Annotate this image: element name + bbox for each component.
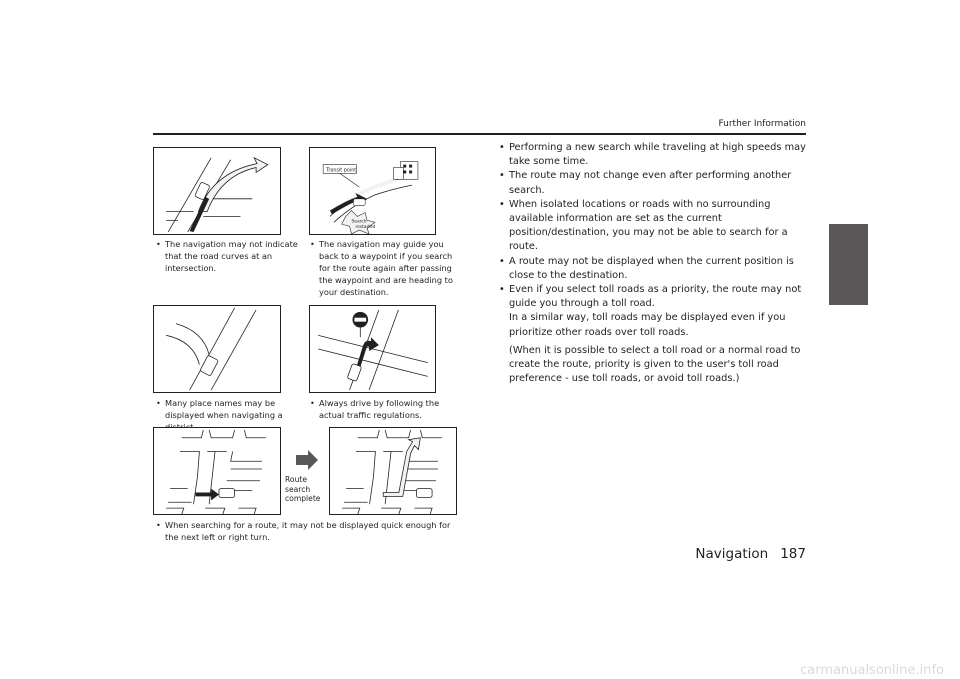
car-icon [347,363,362,381]
figure-waypoint [309,147,436,235]
bullet: • [499,198,505,210]
note-item [499,255,811,283]
waypoint-label: Transit point [326,167,357,174]
note-item [499,169,811,197]
caption-text: Many place names may be displayed when navigating a [165,398,283,420]
route-search-complete-label [285,475,320,504]
note-text: Performing a new search while traveling at high speeds may take some time. [509,142,806,168]
car-icon [219,489,235,498]
note-item [499,283,811,340]
car-icon [416,489,432,498]
bullet: • [156,398,161,408]
route-label-line: Route [285,475,308,484]
caption-waypoint [310,238,465,298]
note-item [499,198,811,255]
caption-text: The navigation may not indicate that the road curves at an intersection. [165,239,298,273]
caption-text: The navigation may guide you back to a waypoint if you search for the route again after passing the waypoint and are heading to your destination. [319,239,453,297]
car-icon [353,199,365,206]
note-text: The route may not change even after performing another search. [509,170,792,196]
note-text: Even if you select toll roads as a priority, the route may not guide you through a toll road. [509,284,802,310]
page-number: 187 [780,546,806,562]
place-names-illustration [154,306,280,392]
note-text: When isolated locations or roads with no surrounding available information are set as the current position/destination, you may not be able to search for a route. [509,198,788,253]
bullet: • [499,170,505,182]
chapter-side-tab [829,224,868,305]
route-label-line: complete [285,494,321,503]
traffic-regulations-illustration [310,306,435,392]
header-rule [153,133,806,135]
page-footer [695,546,806,562]
chapter-name: Navigation [695,546,769,562]
note-continuation: In a similar way, toll roads may be displayed even if you prioritize other roads over toll roads. [509,312,786,338]
caption-text: When searching for a route, it may not be displayed quick enough for the next left or right turn. [165,520,451,542]
bullet: • [499,142,505,153]
bullet: • [499,284,505,296]
search-label: Search [351,219,367,225]
note-parenthetical: (When it is possible to select a toll road or a normal road to create the route, priority is given to the user's toll road preference - use toll roads, or avoid toll roads.) [509,344,801,385]
figure-before-route [153,427,281,515]
caption-route-display [156,519,466,543]
bullet: • [156,239,161,249]
note-item [499,141,811,169]
notes-list [499,141,811,386]
caption-text: Always drive by following the actual traffic regulations. [319,398,440,420]
figure-place-names [153,305,281,393]
car-icon [200,355,219,376]
route-label-line: search [285,484,311,494]
restarted-label: restarted [355,225,376,231]
figure-road-curve [153,147,281,235]
figure-traffic-regulations [309,305,436,393]
before-route-illustration [154,428,280,514]
bullet: • [499,255,505,267]
bullet: • [156,520,161,530]
figure-after-route [329,427,457,515]
road-curve-illustration [154,148,280,234]
waypoint-illustration [310,148,435,234]
after-route-illustration [330,428,456,514]
arrow-right-icon [296,450,318,470]
bullet: • [310,398,315,408]
note-text: A route may not be displayed when the current position is close to the destination. [509,255,794,281]
section-title: Further Information [718,119,806,129]
watermark-text: carmanualsonline.info [800,663,944,678]
caption-road-curve [156,238,306,274]
bullet: • [310,239,315,249]
watermark-bar [0,663,960,679]
caption-traffic-regulations [310,397,465,421]
